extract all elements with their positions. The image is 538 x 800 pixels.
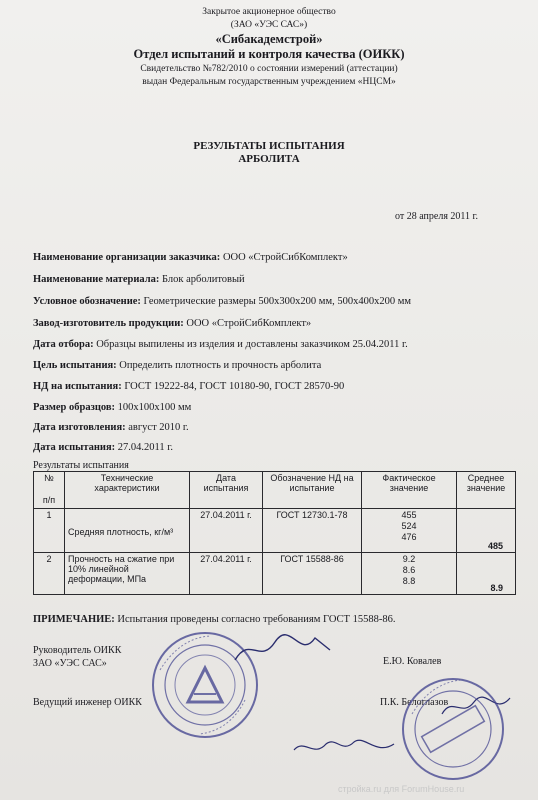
field-sample-size: Размер образцов: 100х100х100 мм <box>33 402 192 413</box>
row-standard: ГОСТ 15588-86 <box>263 553 362 595</box>
col-actual: Фактическое значение <box>362 472 457 509</box>
engineer-title: Ведущий инженер ОИКК <box>33 697 142 708</box>
row-num: 2 <box>34 553 65 595</box>
field-manufacturer: Завод-изготовитель продукции: ООО «СтройСибКомплект» <box>33 318 312 329</box>
table-header-row <box>34 472 516 509</box>
field-standards: НД на испытания: ГОСТ 19222-84, ГОСТ 10180-90, ГОСТ 28570-90 <box>33 381 345 392</box>
header-line1: Закрытое акционерное общество <box>202 7 336 17</box>
header-dept: Отдел испытаний и контроля качества (ОИКК) <box>133 47 405 61</box>
head-title-2: ЗАО «УЭС САС» <box>33 658 107 669</box>
row-characteristic: Прочность на сжатие при 10% линейной деформации, МПа <box>65 553 190 595</box>
col-num: № п/п <box>34 472 65 509</box>
customer-seal <box>400 676 506 782</box>
field-manufacture-date: Дата изготовления: август 2010 г. <box>33 422 189 433</box>
field-designation: Условное обозначение: Геометрические размеры 500х300х200 мм, 500х400х200 мм <box>33 296 412 307</box>
head-name: Е.Ю. Ковалев <box>383 656 442 667</box>
doc-title-line1: РЕЗУЛЬТАТЫ ИСПЫТАНИЯ <box>193 140 345 152</box>
head-title-1: Руководитель ОИКК <box>33 645 122 656</box>
row-characteristic: Средняя плотность, кг/м³ <box>65 509 190 553</box>
row-values: 455 524 476 <box>362 509 457 553</box>
col-characteristic: Технические характеристики <box>65 472 190 509</box>
note <box>33 614 395 625</box>
engineer-name: П.К. Белоглазов <box>380 697 449 708</box>
field-purpose: Цель испытания: Определить плотность и прочность арболита <box>33 360 322 371</box>
row-date: 27.04.2011 г. <box>190 509 263 553</box>
field-test-date: Дата испытания: 27.04.2011 г. <box>33 442 173 453</box>
results-table <box>33 471 516 595</box>
row-values: 9.2 8.6 8.8 <box>362 553 457 595</box>
note-text: Испытания проведены согласно требованиям ГОСТ 15588-86. <box>117 614 396 625</box>
watermark: стройка.ru для ForumHouse.ru <box>338 784 465 794</box>
row-standard: ГОСТ 12730.1-78 <box>263 509 362 553</box>
row-average: 8.9 <box>457 553 516 595</box>
results-caption: Результаты испытания <box>33 460 129 471</box>
field-customer: Наименование организации заказчика: ООО «СтройСибКомплект» <box>33 252 348 263</box>
row-average: 485 <box>457 509 516 553</box>
bottom-signature <box>290 730 400 764</box>
head-signature <box>230 630 340 670</box>
table-row <box>34 553 516 595</box>
col-date: Дата испытания <box>190 472 263 509</box>
header-cert1: Свидетельство №782/2010 о состоянии измерений (аттестации) <box>140 64 398 74</box>
header-org: «Сибакадемстрой» <box>215 32 323 46</box>
doc-date: от 28 апреля 2011 г. <box>395 211 479 222</box>
note-label: ПРИМЕЧАНИЕ: <box>33 614 115 625</box>
row-num: 1 <box>34 509 65 553</box>
col-standard: Обозначение НД на испытание <box>263 472 362 509</box>
field-sampling-date: Дата отбора: Образцы выпилены из изделия и доставлены заказчиком 25.04.2011 г. <box>33 339 408 350</box>
header-cert2: выдан Федеральным государственным учреждением «НЦСМ» <box>142 77 396 87</box>
header-line2: (ЗАО «УЭС САС») <box>230 20 308 30</box>
doc-title-line2: АРБОЛИТА <box>238 153 300 165</box>
field-material: Наименование материала: Блок арболитовый <box>33 274 245 285</box>
col-average: Среднее значение <box>457 472 516 509</box>
row-date: 27.04.2011 г. <box>190 553 263 595</box>
table-row <box>34 509 516 553</box>
